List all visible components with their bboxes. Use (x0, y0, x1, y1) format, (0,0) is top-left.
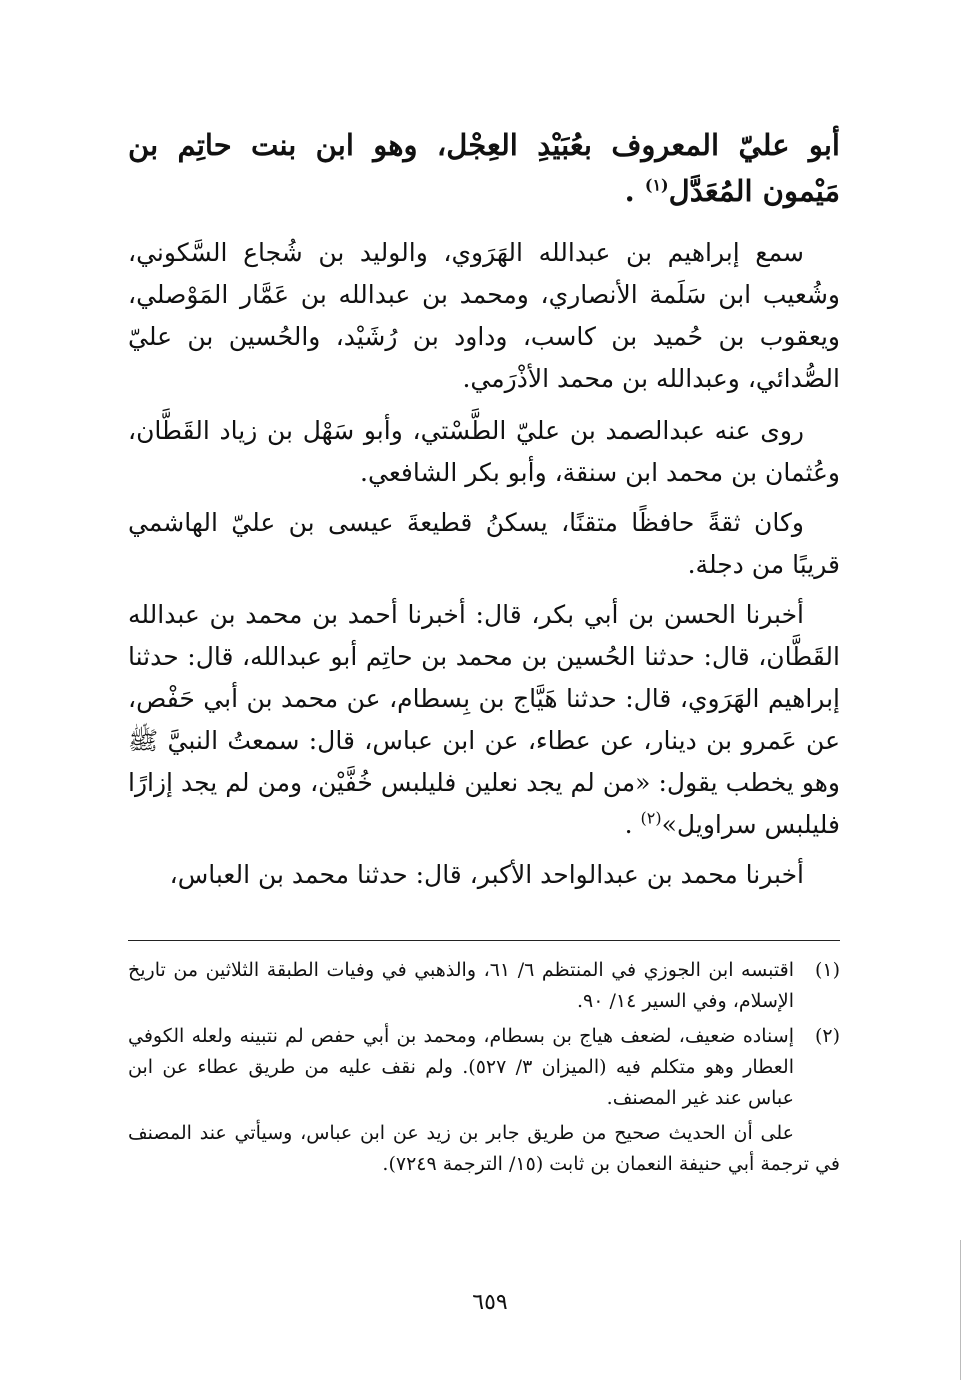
reliability-paragraph: وكان ثقةً حافظًا متقنًا، يسكنُ قطيعةَ عيسى بن عليّ الهاشمي قريبًا من دجلة. (128, 508, 840, 579)
footnote-text: إسناده ضعيف، لضعف هياج بن بسطام، ومحمد بن أبي حفص لم نتبينه ولعله الكوفي العطار وهو متكلم فيه (الميزان ٣/ ٥٢٧). ولم نقف عليه من طريق عطاء عن ابن عباس عند غير المصنف. (128, 1025, 794, 1109)
footnote-ref-2[interactable]: (٢) (640, 808, 662, 828)
page-edge-line (960, 1240, 961, 1380)
footnote-divider (128, 940, 840, 941)
footnotes-section (128, 955, 840, 1180)
entry-heading-text: أبو عليّ المعروف بعُبَيْدِ العِجْل، وهو ابن بنت حاتِم بن مَيْمون المُعَدَّل (128, 128, 840, 208)
entry-body (128, 232, 840, 904)
hadith-end: . (624, 810, 641, 839)
hadith-text: أخبرنا الحسن بن أبي بكر، قال: أخبرنا أحمد بن محمد بن عبدالله القَطَّان، قال: حدثنا الحُسين بن محمد بن حاتِم أبو عبدالله، قال: حدثنا إبراهيم الهَرَوي، قال: حدثنا هَيَّاج بن بِسطام، عن محمد بن أبي حَفْص، عن عَمرو بن دينار، عن عطاء، عن ابن عباس، قال: سمعتُ النبيَّ ﷺ وهو يخطب يقول: «من لم يجد نعلين فليلبس خُفَّيْن، ومن لم يجد إزارًا فليلبس سراويل» (128, 600, 840, 839)
final-paragraph: أخبرنا محمد بن عبدالواحد الأكبر، قال: حدثنا محمد بن العباس، (169, 860, 804, 889)
footnote-number: (٢) (814, 1025, 840, 1047)
entry-heading-end: . (624, 174, 645, 208)
footnote-text: اقتبسه ابن الجوزي في المنتظم ٦/ ٦١، والذهبي في وفيات الطبقة الثلاثين من تاريخ الإسلام، وفي السير ١٤/ ٩٠. (128, 959, 794, 1012)
students-paragraph: روى عنه عبدالصمد بن عليّ الطَّسْتي، وأبو سَهْل بن زياد القَطَّان، وعُثمان بن محمد ابن سنقة، وأبو بكر الشافعي. (128, 416, 840, 487)
footnote-number: (١) (814, 959, 840, 981)
teachers-paragraph: سمع إبراهيم بن عبدالله الهَرَوي، والوليد بن شُجاع السَّكوني، وشُعيب ابن سَلَمة الأنصاري، ومحمد بن عبدالله بن عَمَّار المَوْصلي، ويعقوب بن حُميد بن كاسب، وداود بن رُشَيْد، والحُسين بن عليّ الصُّدائي، وعبدالله بن محمد الأذْرَمي. (128, 238, 840, 393)
footnote-item (128, 1021, 840, 1114)
footnote-ref-1[interactable]: (١) (644, 175, 669, 195)
footnote-item (128, 955, 840, 1017)
hadith-paragraph (128, 594, 840, 846)
footnote-continuation: على أن الحديث صحيح من طريق جابر بن زيد عن ابن عباس، وسيأتي عند المصنف في ترجمة أبي حنيفة النعمان بن ثابت (١٥/ الترجمة ٧٢٤٩). (128, 1122, 840, 1175)
entry-heading (128, 122, 840, 214)
page-number: ٦٥٩ (472, 1290, 508, 1315)
